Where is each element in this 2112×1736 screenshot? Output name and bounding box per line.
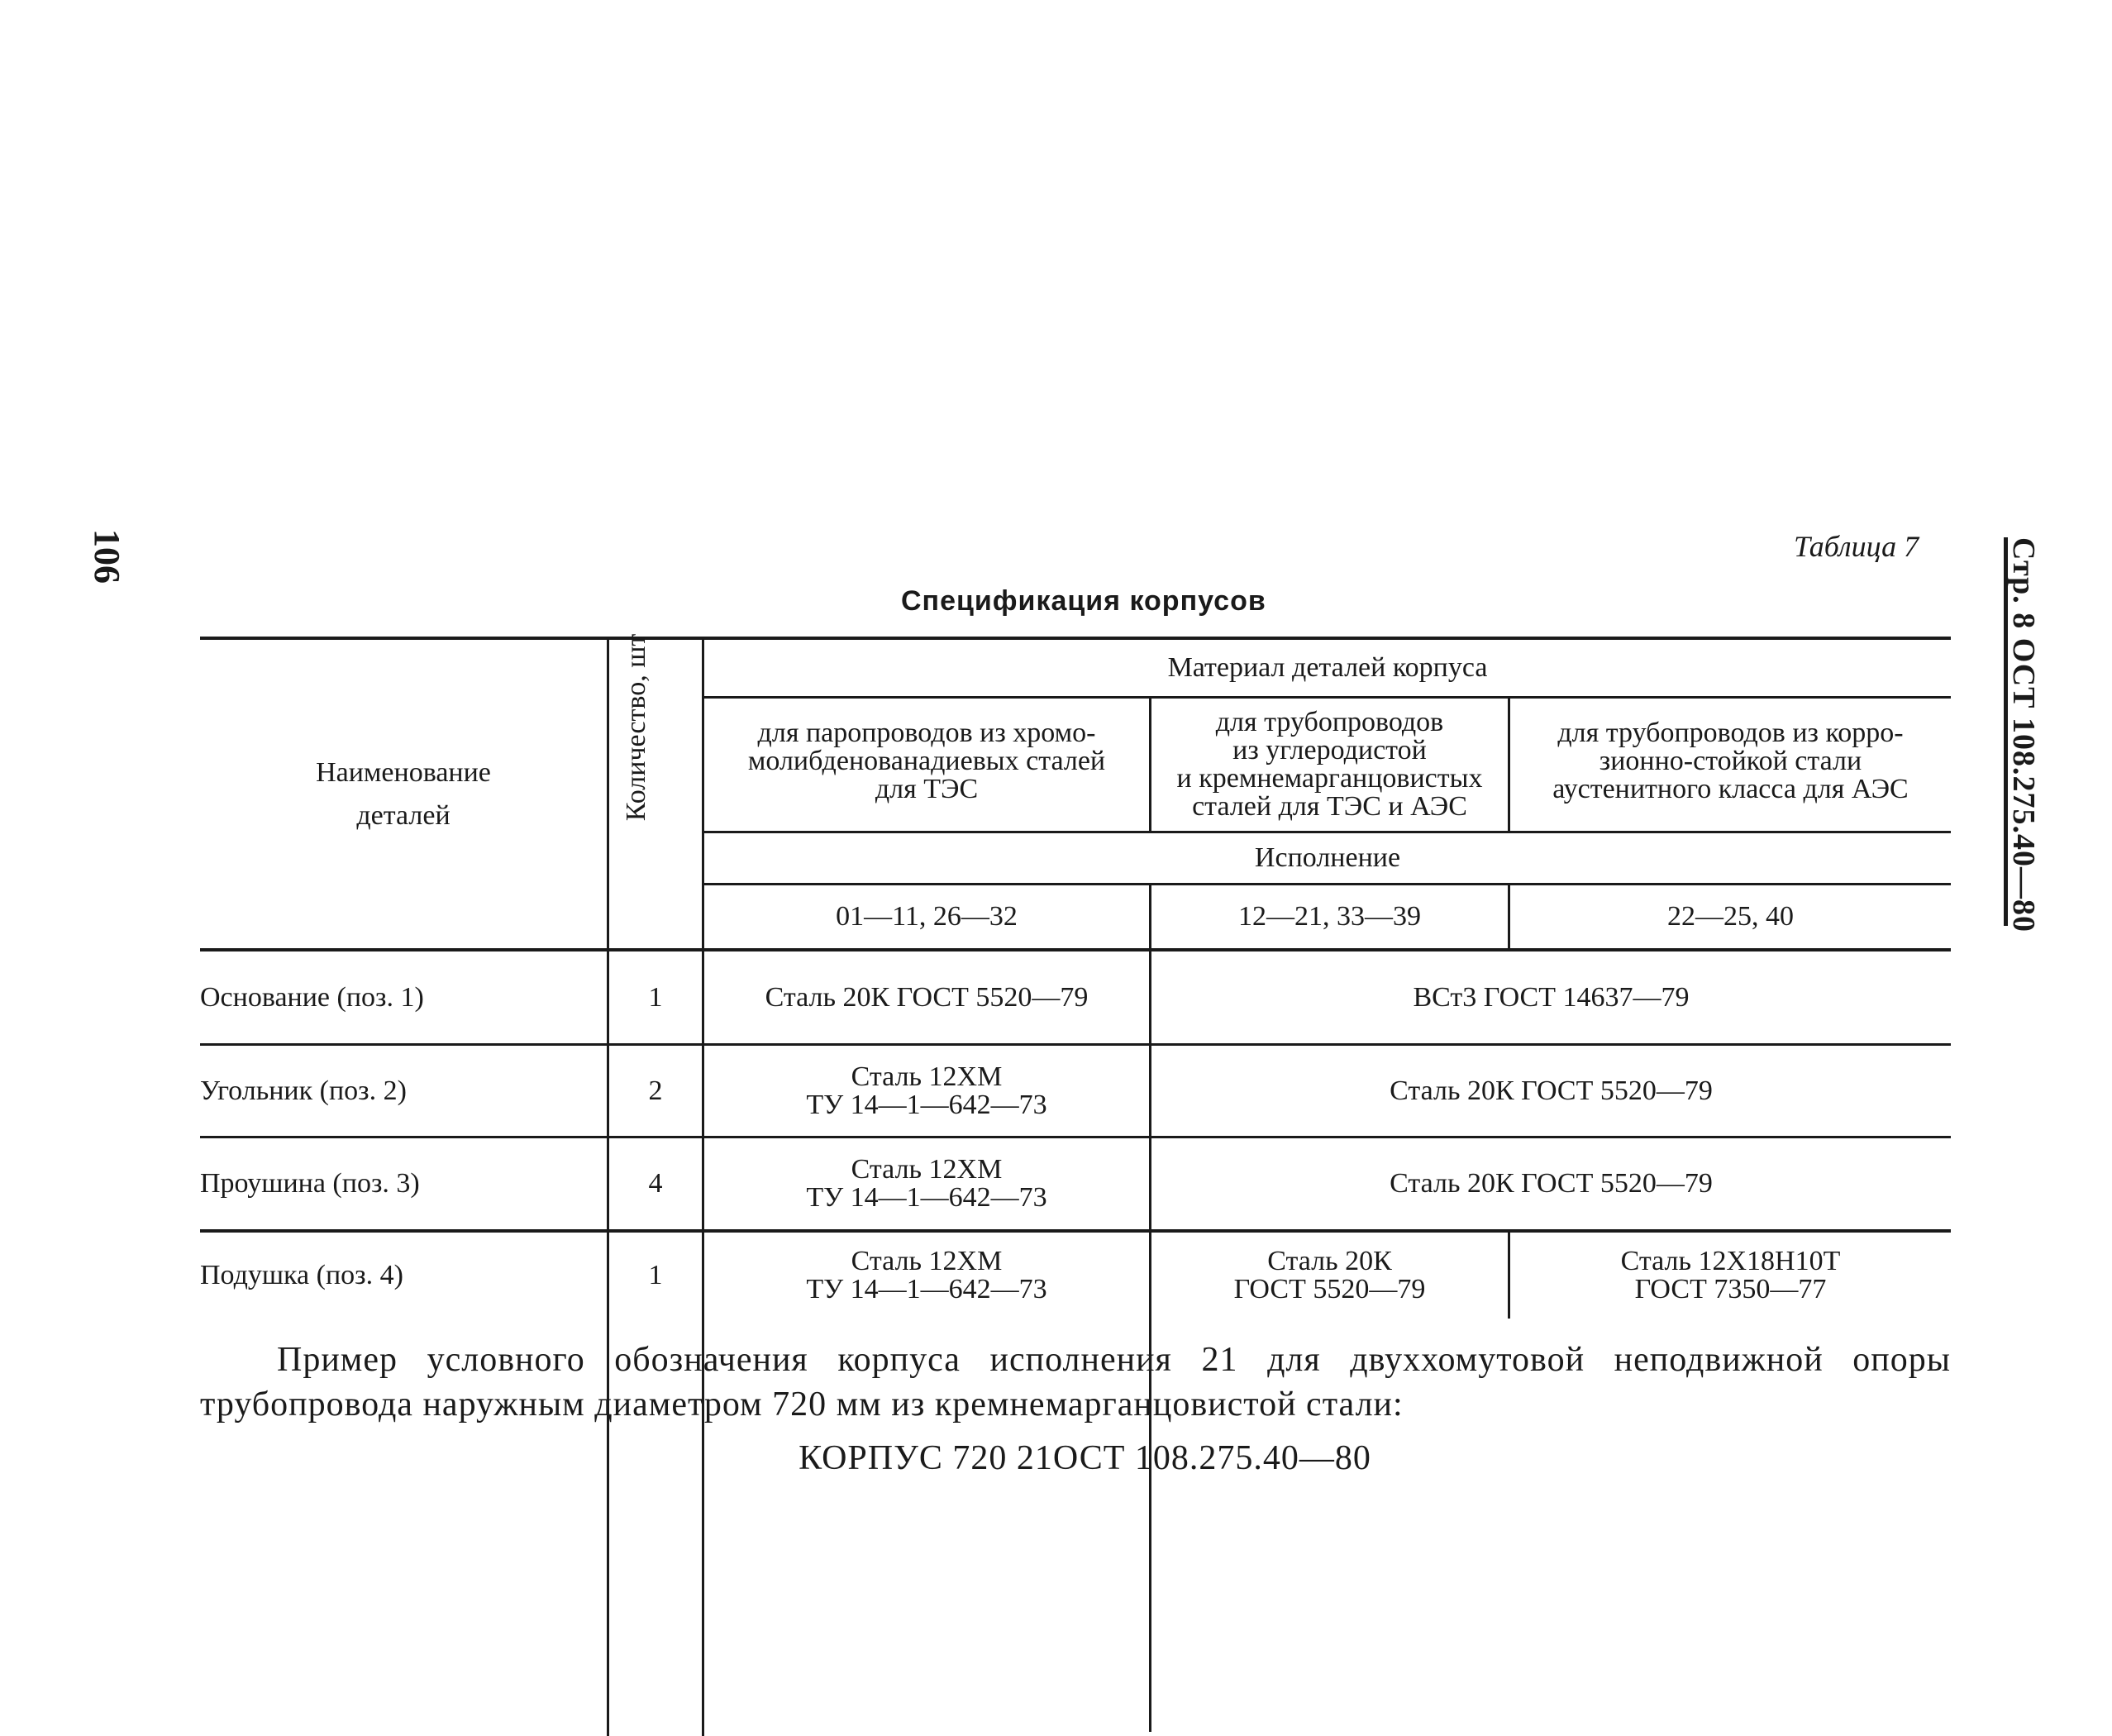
row-3-name: Проушина (поз. 3) xyxy=(200,1168,420,1199)
row-4-name: Подушка (поз. 4) xyxy=(200,1260,403,1290)
row-3-material-merged: Сталь 20К ГОСТ 5520—79 xyxy=(1390,1168,1713,1199)
header-material-col-1: для паропроводов из хромо- молибденованадиевых сталей для ТЭС xyxy=(747,718,1106,804)
table-title: Спецификация корпусов xyxy=(901,585,1266,617)
row-1-material-merged: ВСт3 ГОСТ 14637—79 xyxy=(1413,981,1690,1013)
row-3-quantity: 4 xyxy=(648,1168,663,1199)
header-name: Наименование деталей xyxy=(316,756,491,831)
header-material-col-2: для трубопроводов из углеродистой и кремнемарганцовистых сталей для ТЭС и АЭС xyxy=(1176,707,1483,822)
execution-range-2: 12—21, 33—39 xyxy=(1238,901,1421,932)
page-number: 106 xyxy=(87,529,127,584)
header-quantity: Количество, шт xyxy=(621,633,651,822)
row-4-material-col-3: Сталь 12Х18Н10Т ГОСТ 7350—77 xyxy=(1620,1246,1841,1304)
row-4-quantity: 1 xyxy=(648,1260,663,1290)
row-3-material-col-1: Сталь 12ХМ ТУ 14—1—642—73 xyxy=(806,1154,1047,1213)
header-execution: Исполнение xyxy=(1254,842,1401,873)
header-material: Материал деталей корпуса xyxy=(1167,652,1488,683)
header-material-col-3: для трубопроводов из корро- зионно-стойкой стали аустенитного класса для АЭС xyxy=(1552,718,1909,804)
execution-range-3: 22—25, 40 xyxy=(1667,901,1794,932)
row-4-material-col-1: Сталь 12ХМ ТУ 14—1—642—73 xyxy=(806,1246,1047,1304)
row-2-name: Угольник (поз. 2) xyxy=(200,1075,407,1106)
row-1-name: Основание (поз. 1) xyxy=(200,981,424,1013)
example-paragraph: Пример условного обозначения корпуса исполнения 21 для двуххомутовой неподвижной опоры трубопровода наружным диаметром 720 мм из кремнемарганцовистой стали: xyxy=(200,1341,1951,1424)
row-2-quantity: 2 xyxy=(648,1075,663,1106)
row-1-quantity: 1 xyxy=(648,981,663,1013)
table-label: Таблица 7 xyxy=(1794,530,1919,563)
row-2-material-col-1: Сталь 12ХМ ТУ 14—1—642—73 xyxy=(806,1061,1047,1120)
side-header: Стр. 8 ОСТ 108.275.40—80 xyxy=(2006,537,2041,933)
example-designation: КОРПУС 720 21ОСТ 108.275.40—80 xyxy=(799,1439,1371,1477)
row-1-material-col-1: Сталь 20К ГОСТ 5520—79 xyxy=(765,981,1089,1013)
execution-range-1: 01—11, 26—32 xyxy=(836,901,1018,932)
row-4-material-col-2: Сталь 20К ГОСТ 5520—79 xyxy=(1233,1246,1426,1304)
row-2-material-merged: Сталь 20К ГОСТ 5520—79 xyxy=(1390,1075,1713,1106)
